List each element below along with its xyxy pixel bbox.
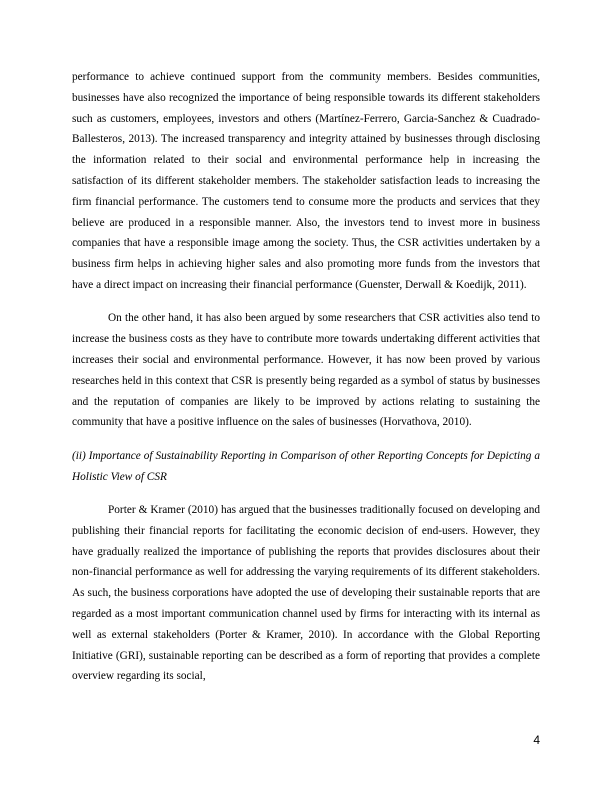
section-heading: (ii) Importance of Sustainability Reporting in Comparison of other Reporting Concepts for Depicting a Holistic View of CSR (72, 449, 540, 483)
page-number: 4 (533, 733, 540, 747)
paragraph-continuation: performance to achieve continued support from the community members. Besides communities, businesses have also recognized the importance of being responsible towards its different stakeholders such as customers, employees, investors and others (Martínez-Ferrero, Garcia-Sanchez & Cuadrado-Ballesteros, 2013). The increased transparency and integrity attained by businesses through disclosing the information related to their social and environmental performance help in increasing the satisfaction of its different stakeholder members. The stakeholder satisfaction leads to increasing the firm financial performance. The customers tend to consume more the products and services that they believe are produced in a responsible manner. Also, the investors tend to invest more in business companies that have a responsible image among the society. Thus, the CSR activities undertaken by a business firm helps in achieving higher sales and also promoting more funds from the investors that have a direct impact on increasing their financial performance (Guenster, Derwall & Koedijk, 2011). (72, 71, 540, 291)
paragraph-csr-costs: On the other hand, it has also been argued by some researchers that CSR activities also tend to increase the business costs as they have to contribute more towards undertaking different activities that increases their social and environmental performance. However, it has now been proved by various researches held in this context that CSR is presently being regarded as a symbol of status by businesses and the reputation of companies are likely to be improved by actions relating to sustaining the community that have a positive influence on the sales of businesses (Horvathova, 2010). (72, 312, 540, 429)
paragraph-porter-kramer: Porter & Kramer (2010) has argued that the businesses traditionally focused on developing and publishing their financial reports for facilitating the economic decision of end-users. However, they have gradually realized the importance of publishing the reports that provides disclosures about their non-financial performance as well for addressing the varying requirements of its different stakeholders. As such, the business corporations have adopted the use of developing their sustainable reports that are regarded as a most important communication channel used by firms for interacting with its internal as well as external stakeholders (Porter & Kramer, 2010). In accordance with the Global Reporting Initiative (GRI), sustainable reporting can be described as a form of reporting that provides a complete overview regarding its social, (72, 503, 540, 683)
body-text (72, 67, 540, 687)
